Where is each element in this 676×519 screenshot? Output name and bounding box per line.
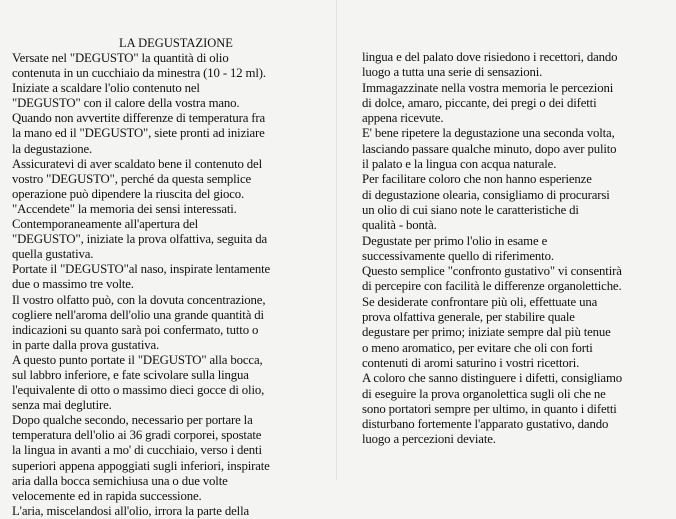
- text-line: indicazioni su quanto sarà poi confermato, tutto o: [12, 322, 259, 337]
- text-line: cogliere nell'aroma dell'olio una grande quantità di: [12, 307, 264, 322]
- text-line: Iniziate a scaldare l'olio contenuto nel: [12, 81, 200, 96]
- text-line: degustare per primo; iniziate sempre dal più tenue: [362, 325, 611, 340]
- page-title: LA DEGUSTAZIONE: [119, 36, 233, 50]
- text-line: senza mai deglutire.: [12, 398, 112, 413]
- text-line: appena ricevute.: [362, 111, 444, 126]
- text-line: L'aria, miscelandosi all'olio, irrora la parte della: [12, 503, 250, 518]
- text-line: di eseguire la prova organolettica sugli oli che ne: [362, 386, 606, 401]
- text-line: luogo a percezioni deviate.: [362, 432, 496, 447]
- text-line: Degustate per primo l'olio in esame e: [362, 233, 548, 248]
- text-line: l'equivalente di otto o massimo dieci gocce di olio,: [12, 383, 265, 398]
- text-line: contenuti di aromi saturino i vostri ricettori.: [362, 355, 580, 370]
- text-line: "Accendete" la memoria dei sensi interessati.: [12, 201, 237, 216]
- text-line: in parte dalla prova gustativa.: [12, 337, 160, 352]
- text-line: Dopo qualche secondo, necessario per portare la: [12, 413, 253, 428]
- text-line: la degustazione.: [12, 141, 93, 156]
- text-line: la lingua in avanti a mo' di cucchiaio, verso i denti: [12, 443, 262, 458]
- text-line: A questo punto portate il "DEGUSTO" alla bocca,: [12, 352, 263, 367]
- text-line: o meno aromatico, per evitare che oli con forti: [362, 340, 593, 355]
- text-line: Immagazzinate nella vostra memoria le percezioni: [362, 80, 614, 95]
- text-line: la mano ed il "DEGUSTO", siete pronti ad iniziare: [12, 126, 265, 141]
- text-line: Contemporaneamente all'apertura del: [12, 217, 199, 232]
- text-line: operazione può dipendere la riuscita del gioco.: [12, 186, 245, 201]
- text-line: qualità - bontà.: [362, 218, 437, 233]
- text-line: temperatura dell'olio ai 36 gradi corporei, spostate: [12, 428, 262, 443]
- text-line: il palato e la lingua con acqua naturale.: [362, 157, 557, 172]
- text-line: luogo a tutta una serie di sensazioni.: [362, 65, 543, 80]
- right-text-block: [362, 50, 670, 448]
- text-line: di degustazione olearia, consigliamo di procurarsi: [362, 187, 610, 202]
- text-line: lingua e del palato dove risiedono i recettori, dando: [362, 50, 618, 64]
- text-line: due o massimo tre volte.: [12, 277, 134, 292]
- text-line: Quando non avvertite differenze di temperatura fra: [12, 111, 266, 126]
- text-line: E' bene ripetere la degustazione una seconda volta,: [362, 126, 615, 141]
- text-line: aria dalla bocca semichiusa una o due volte: [12, 473, 228, 488]
- text-line: Portate il "DEGUSTO"al naso, inspirate lentamente: [12, 262, 271, 277]
- right-page: [338, 0, 676, 480]
- text-line: superiori appena appoggiati sugli inferiori, inspirate: [12, 458, 270, 473]
- text-line: contenuta in un cucchiaio da minestra (10 - 12 ml).: [12, 66, 266, 81]
- text-line: quella gustativa.: [12, 247, 94, 262]
- text-line: di percepire con facilità le differenze organolettiche.: [362, 279, 622, 294]
- text-line: lasciando passare qualche minuto, dopo aver pulito: [362, 141, 617, 156]
- text-line: Il vostro olfatto può, con la dovuta concentrazione,: [12, 292, 266, 307]
- text-line: prova olfattiva generale, per stabilire quale: [362, 310, 575, 325]
- left-page: [0, 0, 338, 518]
- text-line: Per facilitare coloro che non hanno esperienze: [362, 172, 592, 187]
- text-line: vostro "DEGUSTO", perché da questa semplice: [12, 171, 252, 186]
- text-line: A coloro che sanno distinguere i difetti, consigliamo: [362, 371, 623, 386]
- text-line: disturbano fortemente l'apparato gustativo, dando: [362, 417, 609, 432]
- text-line: sono portatori sempre per ultimo, in quanto i difetti: [362, 401, 617, 416]
- text-line: Versate nel "DEGUSTO" la quantità di olio: [12, 51, 229, 65]
- text-line: "DEGUSTO" con il calore della vostra mano.: [12, 96, 240, 111]
- text-line: successivamente quello di riferimento.: [362, 248, 554, 263]
- text-line: un olio di cui siano note le caratteristiche di: [362, 202, 579, 217]
- text-line: Assicuratevi di aver scaldato bene il contenuto del: [12, 156, 262, 171]
- text-line: Se desiderate confrontare più oli, effettuate una: [362, 294, 598, 309]
- text-line: velocemente ed in rapida successione.: [12, 488, 202, 503]
- text-line: di dolce, amaro, piccante, dei pregi o dei difetti: [362, 95, 597, 110]
- text-line: Questo semplice "confronto gustativo" vi consentirà: [362, 264, 622, 279]
- left-text-block: [12, 51, 332, 519]
- text-line: "DEGUSTO", iniziate la prova olfattiva, seguita da: [12, 232, 268, 247]
- text-line: sul labbro inferiore, e fate scivolare sulla lingua: [12, 367, 249, 382]
